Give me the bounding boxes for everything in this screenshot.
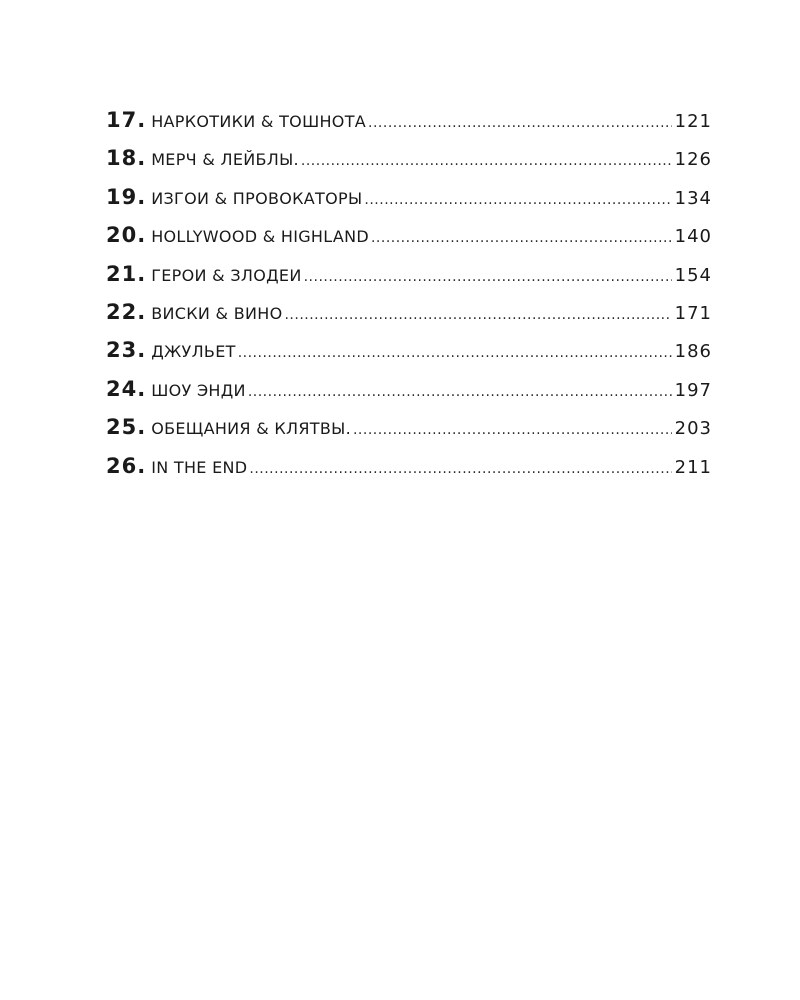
toc-entry-page: 171 xyxy=(674,302,712,324)
toc-dot-leader xyxy=(284,307,671,323)
toc-entry-title: МЕРЧ & ЛЕЙБЛЫ. xyxy=(151,150,299,170)
toc-entry[interactable] xyxy=(106,108,712,146)
toc-entry[interactable] xyxy=(106,185,712,223)
toc-entry-number: 17. xyxy=(106,108,147,132)
toc-entry[interactable] xyxy=(106,223,712,261)
toc-dot-leader xyxy=(238,345,672,361)
toc-entry[interactable] xyxy=(106,415,712,453)
toc-entry-number: 26. xyxy=(106,453,147,478)
toc-entry[interactable] xyxy=(106,262,712,300)
toc-entry-page: 134 xyxy=(674,187,712,209)
toc-entry[interactable] xyxy=(106,146,712,184)
toc-entry[interactable] xyxy=(106,338,712,376)
toc-entry-page: 211 xyxy=(674,456,712,478)
toc-entry-page: 197 xyxy=(674,379,712,401)
table-of-contents xyxy=(106,108,712,492)
toc-entry-number: 18. xyxy=(106,146,147,171)
toc-entry-title: ИЗГОИ & ПРОВОКАТОРЫ xyxy=(151,188,363,208)
toc-entry-number: 20. xyxy=(106,223,147,248)
toc-dot-leader xyxy=(368,115,672,131)
toc-dot-leader xyxy=(364,192,671,208)
toc-entry-page: 186 xyxy=(674,341,712,363)
toc-dot-leader xyxy=(249,461,671,477)
toc-dot-leader xyxy=(353,422,672,438)
toc-entry[interactable] xyxy=(106,377,712,415)
toc-entry-number: 19. xyxy=(106,184,147,209)
toc-entry-title: HOLLYWOOD & HIGHLAND xyxy=(151,227,369,247)
toc-entry-number: 23. xyxy=(106,338,147,363)
toc-entry-number: 25. xyxy=(106,415,147,440)
toc-entry-number: 22. xyxy=(106,299,147,324)
toc-dot-leader xyxy=(304,269,672,285)
toc-entry-title: IN THE END xyxy=(151,457,248,477)
toc-entry-number: 24. xyxy=(106,376,147,401)
toc-entry-number: 21. xyxy=(106,261,147,286)
toc-entry-page: 126 xyxy=(674,149,712,171)
toc-entry-page: 154 xyxy=(674,264,712,286)
toc-dot-leader xyxy=(371,230,672,246)
toc-entry-page: 140 xyxy=(674,226,712,248)
toc-entry-title: ГЕРОИ & ЗЛОДЕИ xyxy=(151,265,302,285)
toc-entry-title: ОБЕЩАНИЯ & КЛЯТВЫ. xyxy=(151,419,351,439)
toc-entry-title: ДЖУЛЬЕТ xyxy=(151,342,236,362)
toc-entry-title: ШОУ ЭНДИ xyxy=(151,380,246,400)
toc-dot-leader xyxy=(248,384,672,400)
toc-dot-leader xyxy=(301,153,672,169)
toc-entry-page: 121 xyxy=(674,111,712,132)
toc-entry-page: 203 xyxy=(674,418,712,440)
toc-entry[interactable] xyxy=(106,300,712,338)
toc-entry-title: ВИСКИ & ВИНО xyxy=(151,303,283,323)
toc-entry-title: НАРКОТИКИ & ТОШНОТА xyxy=(151,112,367,131)
toc-entry[interactable] xyxy=(106,454,712,492)
